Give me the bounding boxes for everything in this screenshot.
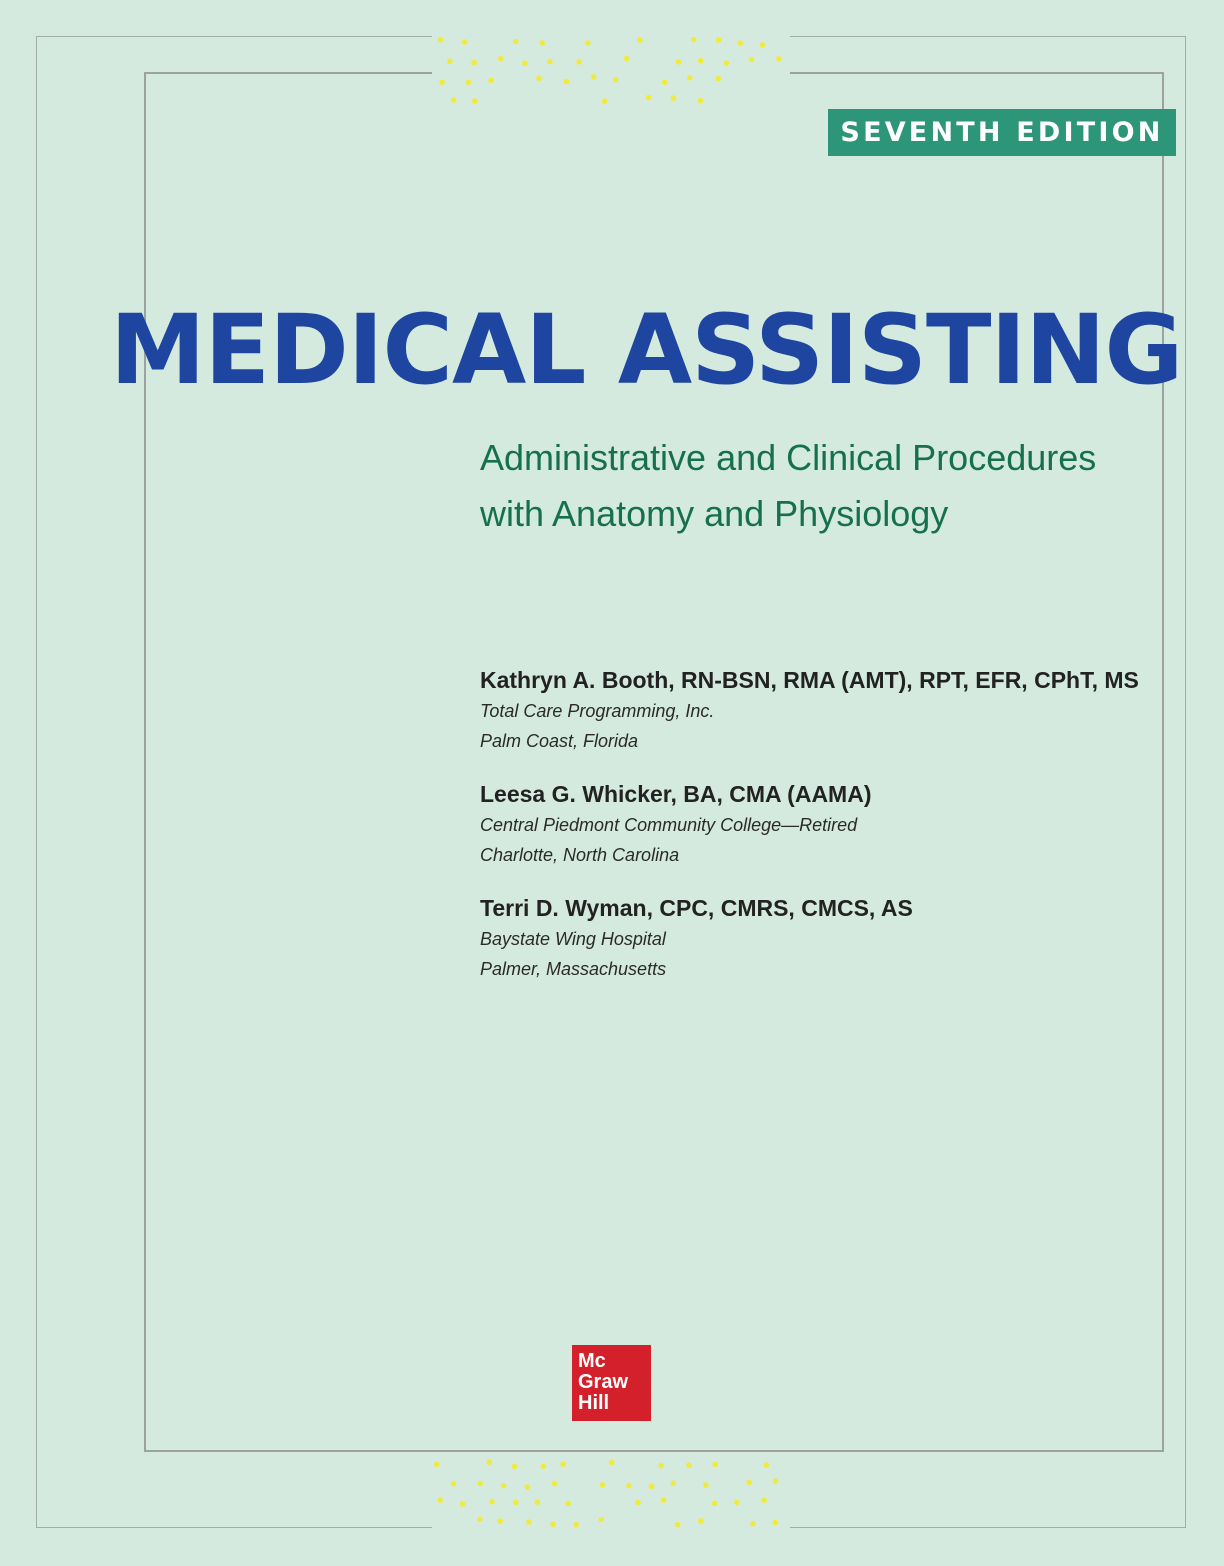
decorative-dot (687, 75, 693, 81)
decorative-dot (626, 1483, 632, 1489)
decorative-dot (576, 59, 582, 65)
author-location: Palm Coast, Florida (480, 731, 639, 751)
subtitle-line-1: Administrative and Clinical Procedures (480, 437, 1097, 478)
decorative-dot (698, 58, 704, 64)
decorative-dot (724, 60, 730, 66)
decorative-dot (760, 42, 766, 48)
decorative-dot (772, 1520, 778, 1526)
decorative-dot (512, 1464, 518, 1470)
decorative-dot (658, 1463, 664, 1469)
author-name: Leesa G. Whicker, BA, CMA (AAMA) (480, 781, 872, 807)
decorative-dot (602, 98, 608, 104)
decorative-dot (471, 60, 477, 66)
subtitle-line-2: with Anatomy and Physiology (480, 493, 949, 534)
decorative-dot (573, 1522, 579, 1528)
decorative-dot (451, 1481, 457, 1487)
decorative-dot (526, 1519, 532, 1525)
decorative-dot (662, 79, 668, 85)
decorative-dot (750, 1521, 756, 1527)
decorative-dot (661, 1497, 667, 1503)
decorative-dot (649, 1484, 655, 1490)
decorative-dot (513, 1500, 519, 1506)
decorative-dot (489, 1499, 495, 1505)
mcgraw-hill-logo (572, 1345, 651, 1421)
author-affiliation: Central Piedmont Community College—Retired (480, 815, 858, 835)
decorative-dot (613, 77, 619, 83)
decorative-dot (547, 59, 553, 65)
decorative-dot (439, 79, 445, 85)
decorative-dot (747, 1479, 753, 1485)
decorative-dot (488, 78, 494, 84)
decorative-dot (712, 1501, 718, 1507)
author-name: Kathryn A. Booth, RN-BSN, RMA (AMT), RPT, EFR, CPhT, MS (480, 667, 1139, 693)
decorative-dot (671, 1480, 677, 1486)
decorative-dot (703, 1482, 709, 1488)
decorative-dot (536, 76, 542, 82)
decorative-dot (438, 37, 444, 43)
decorative-dot (498, 56, 504, 62)
decorative-dot (764, 1462, 770, 1468)
author-affiliation: Total Care Programming, Inc. (480, 701, 715, 721)
decorative-dot (552, 1481, 558, 1487)
logo-line-1: Mc (578, 1350, 606, 1372)
logo-line-2: Graw (578, 1371, 629, 1393)
dot-pattern-bottom-svg (432, 1456, 790, 1532)
book-subtitle (480, 430, 1096, 542)
decorative-dot (447, 59, 453, 65)
decorative-dot (434, 1462, 440, 1468)
author-entry (480, 664, 1139, 756)
author-list (480, 664, 1139, 1006)
dot-pattern-top-svg (432, 33, 790, 109)
decorative-dot (599, 1517, 605, 1523)
decorative-dot (773, 1478, 779, 1484)
decorative-dot (565, 1501, 571, 1507)
decorative-dot (437, 1497, 443, 1503)
author-entry (480, 778, 1139, 870)
decorative-dot (477, 1481, 483, 1487)
decorative-dot (734, 1500, 740, 1506)
decorative-dot (550, 1522, 556, 1528)
decorative-dot (522, 61, 528, 67)
decorative-dot (487, 1459, 493, 1465)
author-name: Terri D. Wyman, CPC, CMRS, CMCS, AS (480, 895, 913, 921)
decorative-dot (513, 39, 519, 45)
decorative-dot (698, 1518, 704, 1524)
decorative-dot (686, 1462, 692, 1468)
decorative-dot (472, 98, 478, 104)
decorative-dot (560, 1461, 566, 1467)
author-affiliation: Baystate Wing Hospital (480, 929, 666, 949)
decorative-dot (501, 1483, 507, 1489)
decorative-dot (715, 76, 721, 82)
logo-line-3: Hill (578, 1392, 610, 1414)
decorative-dot (564, 79, 570, 85)
decorative-dot (738, 40, 744, 46)
decorative-dot (776, 56, 782, 62)
decorative-dot (698, 98, 704, 104)
decorative-dot (466, 79, 472, 85)
decorative-dot (497, 1518, 503, 1524)
decorative-dot (671, 95, 677, 101)
decorative-dot (749, 57, 755, 63)
edition-badge: SEVENTH EDITION (828, 109, 1176, 156)
author-location: Charlotte, North Carolina (480, 845, 680, 865)
decorative-dot (585, 40, 591, 46)
decorative-dot (541, 1464, 547, 1470)
decorative-dot (637, 37, 643, 43)
decorative-dot (460, 1501, 466, 1507)
decorative-dot (691, 37, 697, 43)
dot-pattern-top (432, 33, 790, 109)
decorative-dot (451, 97, 457, 103)
decorative-dot (540, 40, 546, 46)
decorative-dot (635, 1500, 641, 1506)
author-location: Palmer, Massachusetts (480, 959, 667, 979)
decorative-dot (676, 59, 682, 65)
book-title: MEDICAL ASSISTING (110, 294, 1183, 406)
decorative-dot (525, 1484, 531, 1490)
dot-pattern-bottom (432, 1456, 790, 1532)
decorative-dot (646, 95, 652, 101)
decorative-dot (462, 39, 468, 45)
decorative-dot (477, 1516, 483, 1522)
decorative-dot (624, 56, 630, 62)
decorative-dot (609, 1460, 615, 1466)
decorative-dot (600, 1482, 606, 1488)
decorative-dot (716, 37, 722, 43)
decorative-dot (712, 1462, 718, 1468)
decorative-dot (535, 1499, 541, 1505)
decorative-dot (761, 1497, 767, 1503)
author-entry (480, 892, 1139, 984)
decorative-dot (675, 1522, 681, 1528)
decorative-dot (591, 74, 597, 80)
